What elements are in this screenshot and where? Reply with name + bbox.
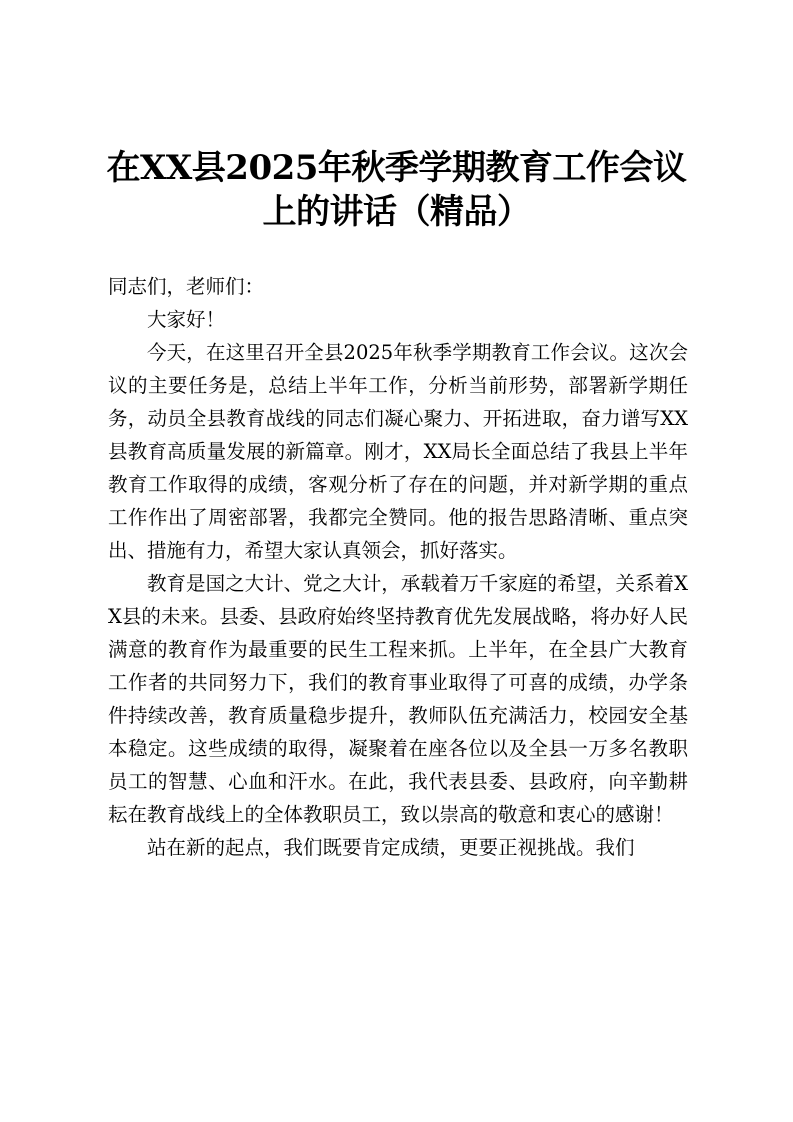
paragraph: 教育是国之大计、党之大计，承载着万千家庭的希望，关系着XX县的未来。县委、县政府始终坚持教育优先发展战略，将办好人民满意的教育作为最重要的民生工程来抓。上半年，在全县广大教育工作者的共同努力下，我们的教育事业取得了可喜的成绩，办学条件持续改善，教育质量稳步提升，教师队伍充满活力，校园安全基本稳定。这些成绩的取得，凝聚着在座各位以及全县一万多名教职员工的智慧、心血和汗水。在此，我代表县委、县政府，向辛勤耕耘在教育战线上的全体教职员工，致以崇高的敬意和衷心的感谢！: [108, 572, 688, 826]
salutation: 同志们，老师们：: [108, 275, 265, 298]
paragraph: 站在新的起点，我们既要肯定成绩，更要正视挑战。我们: [147, 836, 635, 859]
document-body: [108, 270, 688, 864]
document-title: [80, 146, 713, 234]
title-line-1: 在XX县2025年秋季学期教育工作会议: [106, 148, 687, 188]
title-line-2: 上的讲话（精品）: [262, 192, 531, 232]
greeting: 大家好！: [147, 308, 226, 331]
paragraph: 今天，在这里召开全县2025年秋季学期教育工作会议。这次会议的主要任务是，总结上半年工作，分析当前形势，部署新学期任务，动员全县教育战线的同志们凝心聚力、开拓进取，奋力谱写XX县教育高质量发展的新篇章。刚才，XX局长全面总结了我县上半年教育工作取得的成绩，客观分析了存在的问题，并对新学期的重点工作作出了周密部署，我都完全赞同。他的报告思路清晰、重点突出、措施有力，希望大家认真领会，抓好落实。: [108, 341, 688, 562]
